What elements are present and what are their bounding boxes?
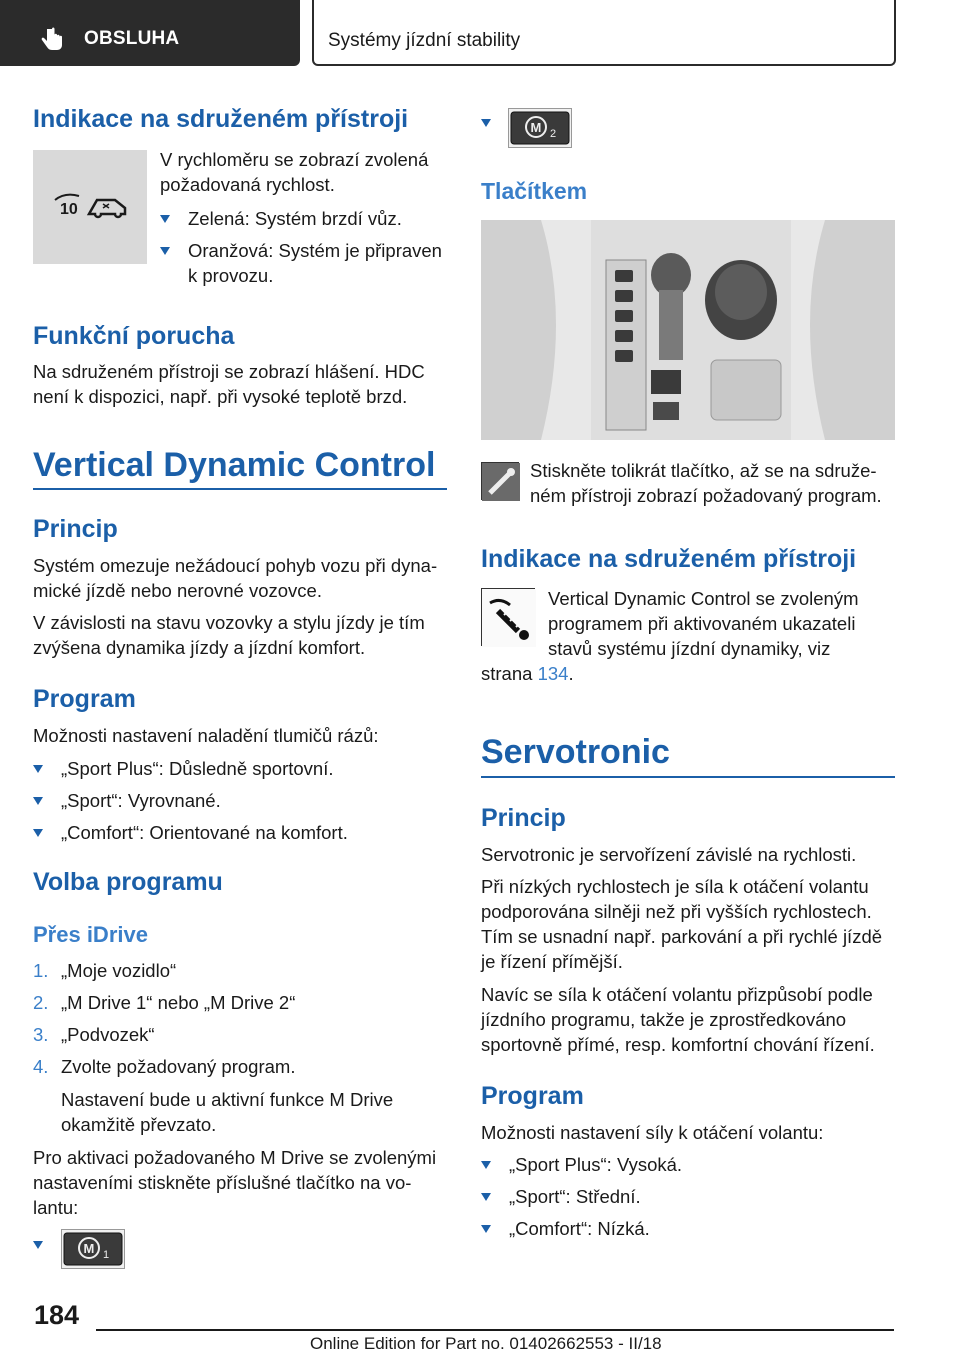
heading-princip: Princip xyxy=(33,515,118,543)
princip2-line-4: Tím se usnadní např. parkování a při rychlé jízdě xyxy=(481,926,883,947)
hdc-car-icon xyxy=(33,150,147,264)
princip2-line-1: Servotronic je servořízení závislé na rychlosti. xyxy=(481,844,857,865)
section-tab xyxy=(0,0,300,66)
svg-text:2: 2 xyxy=(550,128,557,140)
svg-text:M: M xyxy=(530,120,542,135)
svg-text:10: 10 xyxy=(60,201,78,218)
activate-line-2: nastaveními stiskněte příslušné tlačítko na vo‐ xyxy=(33,1172,412,1193)
activate-line-3: lantu: xyxy=(33,1197,79,1218)
heading-volba: Volba programu xyxy=(33,868,223,896)
bullet-triangle-icon xyxy=(481,1225,491,1233)
m2-button-icon xyxy=(508,108,572,148)
heading-princip-2: Princip xyxy=(481,804,566,832)
press-line-1: Stiskněte tolikrát tlačítko, až se na sdruže‐ xyxy=(530,460,877,481)
program-intro: Možnosti nastavení naladění tlumičů rázů: xyxy=(33,725,379,746)
princip-line-1: Systém omezuje nežádoucí pohyb vozu při dyna‐ xyxy=(33,555,438,576)
svg-text:1: 1 xyxy=(103,1249,110,1261)
bullet-triangle-icon xyxy=(33,829,43,837)
m1-button-icon xyxy=(61,1229,125,1269)
princip2-line-8: sportovně přímé, resp. komfortní chování řízení. xyxy=(481,1034,875,1055)
page-number: 184 xyxy=(34,1300,80,1330)
speed-indicator-image xyxy=(33,150,147,264)
footer-edition: Online Edition for Part no. 01402662553 - II/18 xyxy=(310,1334,662,1353)
porucha-line-2: není k dispozici, např. při vysoké teplotě brzd. xyxy=(33,386,408,407)
step-4-note-2: okamžitě převzato. xyxy=(61,1114,217,1135)
chapter-tab xyxy=(312,0,896,66)
princip2-line-7: jízdního programu, takže je zprostředkováno xyxy=(481,1009,847,1030)
vdc-display-icon xyxy=(481,588,535,646)
princip2-line-6: Navíc se síla k otáčení volantu přizpůsobí podle xyxy=(481,984,873,1005)
heading-program-2: Program xyxy=(481,1082,584,1110)
bullet-triangle-icon xyxy=(481,119,491,127)
bullet-triangle-icon xyxy=(33,797,43,805)
porucha-line-1: Na sdruženém přístroji se zobrazí hlášení. HDC xyxy=(33,361,425,382)
heading-porucha: Funkční porucha xyxy=(33,322,235,350)
indikace2-line-2: programem při aktivovaném ukazateli xyxy=(548,613,856,634)
heading-indikace: Indikace na sdruženém přístroji xyxy=(33,105,409,133)
princip2-line-5: je řízení přímější. xyxy=(481,951,623,972)
heading-program: Program xyxy=(33,685,136,713)
activate-line-1: Pro aktivaci požadovaného M Drive se zvolenými xyxy=(33,1147,437,1168)
heading-servotronic: Servotronic xyxy=(481,733,670,771)
heading-indikace-2: Indikace na sdruženém přístroji xyxy=(481,545,857,573)
svg-text:M: M xyxy=(83,1241,95,1256)
princip2-line-3: podporována silněji než při vyšších rychlostech. xyxy=(481,901,872,922)
heading-tlacitkem: Tlačítkem xyxy=(481,178,588,204)
bullet-triangle-icon xyxy=(481,1161,491,1169)
bullet-triangle-icon xyxy=(33,1241,43,1249)
heading-idrive: Přes iDrive xyxy=(33,922,148,947)
program2-intro: Možnosti nastavení síly k otáčení volantu: xyxy=(481,1122,824,1143)
indikace-line-1: V rychloměru se zobrazí zvolená xyxy=(160,149,429,170)
bullet-triangle-icon xyxy=(160,215,170,223)
heading-vdc: Vertical Dynamic Control xyxy=(33,446,436,484)
chapter-title: Systémy jízdní stability xyxy=(328,30,521,51)
princip2-line-2: Při nízkých rychlostech je síla k otáčení volantu xyxy=(481,876,869,897)
heading-rule xyxy=(481,776,895,778)
press-button-icon xyxy=(481,462,519,500)
bullet-oranzova-cont: k provozu. xyxy=(188,265,274,286)
page-link-134[interactable]: 134 xyxy=(537,663,569,684)
indikace-line-2: požadovaná rychlost. xyxy=(160,174,335,195)
step-4-note-1: Nastavení bude u aktivní funkce M Drive xyxy=(61,1089,394,1110)
indikace2-line-4: strana 134. xyxy=(481,663,574,684)
indikace2-line-3: stavů systému jízdní dynamiky, viz xyxy=(548,638,831,659)
center-console-image xyxy=(481,220,895,440)
press-line-2: ném přístroji zobrazí požadovaný program. xyxy=(530,485,882,506)
princip-line-2: mické jízdě nebo nerovné vozovce. xyxy=(33,580,322,601)
princip-line-3: V závislosti na stavu vozovky a stylu jízdy je tím xyxy=(33,612,425,633)
footer-rule xyxy=(96,1329,894,1331)
console-illustration xyxy=(481,220,895,440)
bullet-triangle-icon xyxy=(33,765,43,773)
bullet-triangle-icon xyxy=(160,247,170,255)
princip-line-4: zvýšena dynamika jízdy a jízdní komfort. xyxy=(33,637,366,658)
heading-rule xyxy=(33,488,447,490)
indikace2-line-1: Vertical Dynamic Control se zvoleným xyxy=(548,588,859,609)
hand-icon xyxy=(38,26,66,54)
bullet-triangle-icon xyxy=(481,1193,491,1201)
section-title: OBSLUHA xyxy=(84,28,180,49)
